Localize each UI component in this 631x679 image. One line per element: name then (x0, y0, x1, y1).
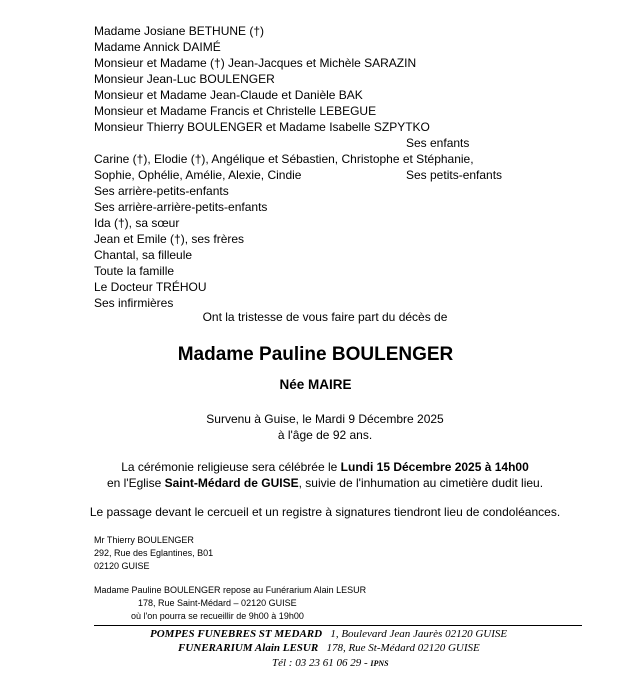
family-line: Madame Annick DAIMÉ (94, 40, 221, 54)
ipns-mark: IPNS (370, 659, 389, 668)
family-list (94, 24, 430, 136)
family-line: Ses arrière-arrière-petits-enfants (94, 200, 268, 214)
family-line: Ses infirmières (94, 296, 174, 310)
funeral-home-line-3: où l'on pourra se recueillir de 9h00 à 19h00 (131, 611, 304, 621)
footer-divider (94, 625, 582, 626)
company-name: POMPES FUNEBRES ST MEDARD (150, 628, 323, 640)
maiden-name: Née MAIRE (279, 377, 352, 392)
condolences-note: Le passage devant le cercueil et un registre à signatures tiendront lieu de condoléances. (89, 505, 561, 519)
family-line: Chantal, sa filleule (94, 248, 193, 262)
grandchildren-line: Carine (†), Elodie (†), Angélique et Sébastien, Christophe et Stéphanie, (94, 152, 474, 166)
funerarium-label: FUNERARIUM (178, 642, 255, 654)
deceased-name: Madame Pauline BOULENGER (177, 344, 454, 365)
death-date: Survenu à Guise, le Mardi 9 Décembre 2025 (206, 412, 444, 426)
family-line: Monsieur et Madame Francis et Christelle LEBEGUE (94, 104, 377, 118)
contact-block (94, 535, 213, 574)
funerarium-name: Alain LESUR (254, 642, 319, 654)
family-line: Monsieur et Madame Jean-Claude et Danièle BAK (94, 88, 363, 102)
death-age: à l'âge de 92 ans. (277, 428, 373, 442)
footer-line-3 (272, 657, 389, 670)
family-line: Monsieur Jean-Luc BOULENGER (94, 72, 275, 86)
more-family-list (94, 184, 267, 312)
church-name: Saint-Médard de GUISE (164, 476, 299, 490)
contact-street: 292, Rue des Eglantines, B01 (94, 548, 214, 558)
family-line: Jean et Emile (†), ses frères (94, 232, 245, 246)
company-address: 1, Boulevard Jean Jaurès 02120 GUISE (330, 628, 508, 640)
funeral-home-line-1: Madame Pauline BOULENGER repose au Funérarium Alain LESUR (94, 585, 367, 595)
ceremony-date: Lundi 15 Décembre 2025 à 14h00 (340, 460, 529, 474)
family-line: Monsieur et Madame (†) Jean-Jacques et Michèle SARAZIN (94, 56, 417, 70)
ceremony-text: La cérémonie religieuse sera célébrée le (121, 460, 341, 474)
children-label: Ses enfants (406, 136, 470, 150)
footer-line-1 (150, 628, 507, 641)
funerarium-address: 178, Rue St-Médard 02120 GUISE (326, 642, 480, 654)
phone-number: Tél : 03 23 61 06 29 - (272, 657, 368, 669)
ceremony-line-2 (0, 476, 631, 490)
family-line: Monsieur Thierry BOULENGER et Madame Isabelle SZPYTKO (94, 120, 430, 134)
family-line: Toute la famille (94, 264, 175, 278)
footer-line-2 (178, 642, 480, 655)
contact-city: 02120 GUISE (94, 561, 150, 571)
grandchildren-line: Sophie, Ophélie, Amélie, Alexie, Cindie (94, 168, 302, 182)
funeral-home-line-2: 178, Rue Saint-Médard – 02120 GUISE (138, 598, 297, 608)
family-line: Le Docteur TRÉHOU (94, 280, 207, 294)
family-line: Ida (†), sa sœur (94, 216, 180, 230)
family-line: Madame Josiane BETHUNE (†) (94, 24, 265, 38)
ceremony-line-1 (0, 460, 631, 474)
announcement-intro: Ont la tristesse de vous faire part du décès de (202, 310, 448, 324)
family-line: Ses arrière-petits-enfants (94, 184, 229, 198)
ceremony-text: en l'Eglise (106, 476, 165, 490)
grandchildren-label: Ses petits-enfants (406, 168, 503, 182)
contact-name: Mr Thierry BOULENGER (94, 535, 194, 545)
ceremony-text: , suivie de l'inhumation au cimetière dudit lieu. (298, 476, 544, 490)
